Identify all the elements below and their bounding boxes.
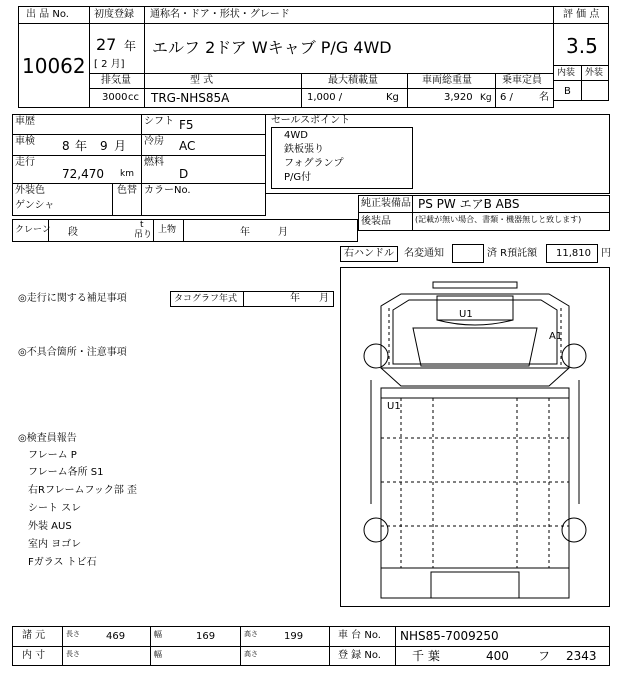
aftermarket-note: (記載が無い場合、書類・機器無しと致します) bbox=[415, 215, 582, 224]
registration-number: 2343 bbox=[566, 649, 597, 663]
crane-stage-unit: 段 bbox=[68, 227, 78, 238]
gross-weight-label: 車両総重量 bbox=[422, 75, 472, 86]
genuine-equipment-label: 純正装備品 bbox=[361, 198, 411, 209]
registration-kana: フ bbox=[538, 649, 551, 663]
interior-grade: B bbox=[564, 86, 571, 97]
spec-label-row bbox=[89, 73, 554, 89]
displacement-unit: cc bbox=[128, 92, 139, 103]
dimensions-label: 諸 元 bbox=[22, 630, 46, 641]
shift-value: F5 bbox=[179, 118, 194, 132]
max-load-label: 最大積載量 bbox=[328, 75, 378, 86]
sales-point-label: セールスポイント bbox=[271, 115, 351, 126]
vehicle-diagram-frame bbox=[340, 267, 610, 607]
model-label: 型 式 bbox=[190, 75, 214, 86]
name-change-label: 名変通知 bbox=[404, 248, 444, 259]
car-name-label: 通称名・ドア・形状・グレード bbox=[150, 9, 290, 20]
truck-diagram bbox=[341, 268, 609, 606]
sales-point-item: 4WD bbox=[284, 130, 308, 141]
score-label: 評 価 点 bbox=[563, 9, 600, 20]
length-label: 長さ bbox=[66, 650, 80, 658]
gross-weight-value: 3,920 bbox=[444, 92, 473, 103]
mileage-unit: km bbox=[120, 169, 134, 179]
history-label: 車歴 bbox=[15, 116, 35, 127]
max-load-unit: Kg bbox=[386, 92, 399, 103]
ac-label: 冷房 bbox=[144, 136, 164, 147]
capacity-value: 6 / bbox=[500, 92, 513, 103]
car-name: エルフ 2ドア Wキャブ P/G 4WD bbox=[152, 38, 392, 57]
lot-label: 出 品 No. bbox=[26, 9, 69, 20]
fuel-label: 燃料 bbox=[144, 157, 164, 168]
upper-body-year-unit: 年 bbox=[240, 227, 250, 238]
inspector-report-label: ◎検査員報告 bbox=[18, 433, 77, 444]
first-reg-year-unit: 年 bbox=[124, 39, 137, 53]
first-reg-year: 27 bbox=[96, 35, 117, 54]
first-reg-label: 初度登録 bbox=[94, 9, 134, 20]
color-change-label: 色替 bbox=[117, 185, 137, 196]
ac-value: AC bbox=[179, 139, 196, 153]
width-value: 169 bbox=[196, 631, 216, 642]
sales-point-item: 鉄板張り bbox=[284, 144, 324, 155]
inspection-month-unit: 月 bbox=[114, 139, 127, 153]
displacement-label: 排気量 bbox=[101, 75, 131, 86]
damage-mark-a1: A1 bbox=[549, 331, 563, 342]
inspector-item: フレーム各所 S1 bbox=[28, 467, 104, 478]
sales-point-item: フォグランプ bbox=[284, 158, 344, 169]
interior-grade-label: 内装 bbox=[557, 68, 576, 78]
tachograph-year-unit: 年 bbox=[290, 293, 300, 304]
damage-mark-u1-cab: U1 bbox=[459, 309, 473, 320]
inspector-item: 右Rフレームフック部 歪 bbox=[28, 485, 138, 496]
chassis-number: NHS85-7009250 bbox=[400, 629, 499, 643]
shift-label: シフト bbox=[144, 116, 174, 127]
crane-hang-unit: 吊り bbox=[134, 230, 153, 240]
inspector-item: 外装 AUS bbox=[28, 521, 72, 532]
interior-dimensions-label: 内 寸 bbox=[22, 650, 46, 661]
height-value: 199 bbox=[284, 631, 304, 642]
chassis-label: 車 台 No. bbox=[338, 630, 381, 641]
name-change-box bbox=[452, 244, 484, 263]
aftermarket-label: 後装品 bbox=[361, 216, 391, 227]
inspector-item: シート スレ bbox=[28, 503, 82, 514]
inspector-item: フレーム P bbox=[28, 450, 77, 461]
defects-label: ◎不具合箇所・注意事項 bbox=[18, 347, 127, 358]
lot-number: 10062 bbox=[22, 54, 86, 78]
capacity-label: 乗車定員 bbox=[502, 75, 542, 86]
registration-label: 登 録 No. bbox=[338, 650, 381, 661]
first-reg-month: [ 2 月] bbox=[94, 59, 125, 70]
tachograph-month-unit: 月 bbox=[319, 293, 329, 304]
capacity-unit: 名 bbox=[539, 92, 549, 103]
damage-mark-u1-side: U1 bbox=[387, 401, 401, 412]
color-code-label: カラーNo. bbox=[144, 185, 191, 196]
rhd-label: 右ハンドル bbox=[344, 248, 394, 259]
genuine-equipment: PS PW エアB ABS bbox=[418, 197, 520, 211]
recycle-amount: 11,810 bbox=[556, 248, 591, 259]
exterior-grade-label: 外装 bbox=[585, 68, 604, 78]
inspection-year-unit: 年 bbox=[75, 139, 88, 153]
inspection-year: 8 bbox=[62, 139, 70, 153]
crane-ton-unit: t bbox=[140, 220, 144, 230]
mileage-value: 72,470 bbox=[62, 167, 104, 181]
mileage-label: 走行 bbox=[15, 157, 35, 168]
tachograph-label: タコグラフ年式 bbox=[174, 294, 238, 304]
width-label: 幅 bbox=[154, 630, 162, 639]
registration-class: 400 bbox=[486, 649, 509, 663]
inspection-label: 車検 bbox=[15, 136, 35, 147]
upper-body-label: 上物 bbox=[158, 225, 177, 235]
model-value: TRG-NHS85A bbox=[151, 91, 230, 105]
length-label: 長さ bbox=[66, 630, 80, 638]
inspection-month: 9 bbox=[100, 139, 108, 153]
crane-label: クレーン bbox=[15, 225, 51, 235]
height-label: 高さ bbox=[244, 650, 258, 658]
registration-region: 千 葉 bbox=[412, 649, 440, 663]
score-value: 3.5 bbox=[566, 34, 598, 58]
inspector-item: Fガラス トビ石 bbox=[28, 557, 97, 568]
height-label: 高さ bbox=[244, 630, 258, 638]
driving-notes-label: ◎走行に関する補足事項 bbox=[18, 293, 127, 304]
upper-body-month-unit: 月 bbox=[278, 227, 288, 238]
displacement-value: 3000 bbox=[102, 92, 128, 103]
width-label: 幅 bbox=[154, 650, 162, 659]
recycle-label: 済 R預託額 bbox=[487, 248, 538, 259]
color-value: ゲンシャ bbox=[15, 200, 55, 211]
crane-row bbox=[12, 219, 358, 242]
length-value: 469 bbox=[106, 631, 126, 642]
inspector-item: 室内 ヨゴレ bbox=[28, 539, 82, 550]
recycle-unit: 円 bbox=[601, 248, 611, 259]
fuel-value: D bbox=[179, 167, 189, 181]
color-label: 外装色 bbox=[15, 185, 45, 196]
gross-weight-unit: Kg bbox=[480, 93, 492, 103]
sales-point-item: P/G付 bbox=[284, 172, 312, 183]
max-load-value: 1,000 / bbox=[307, 92, 343, 103]
